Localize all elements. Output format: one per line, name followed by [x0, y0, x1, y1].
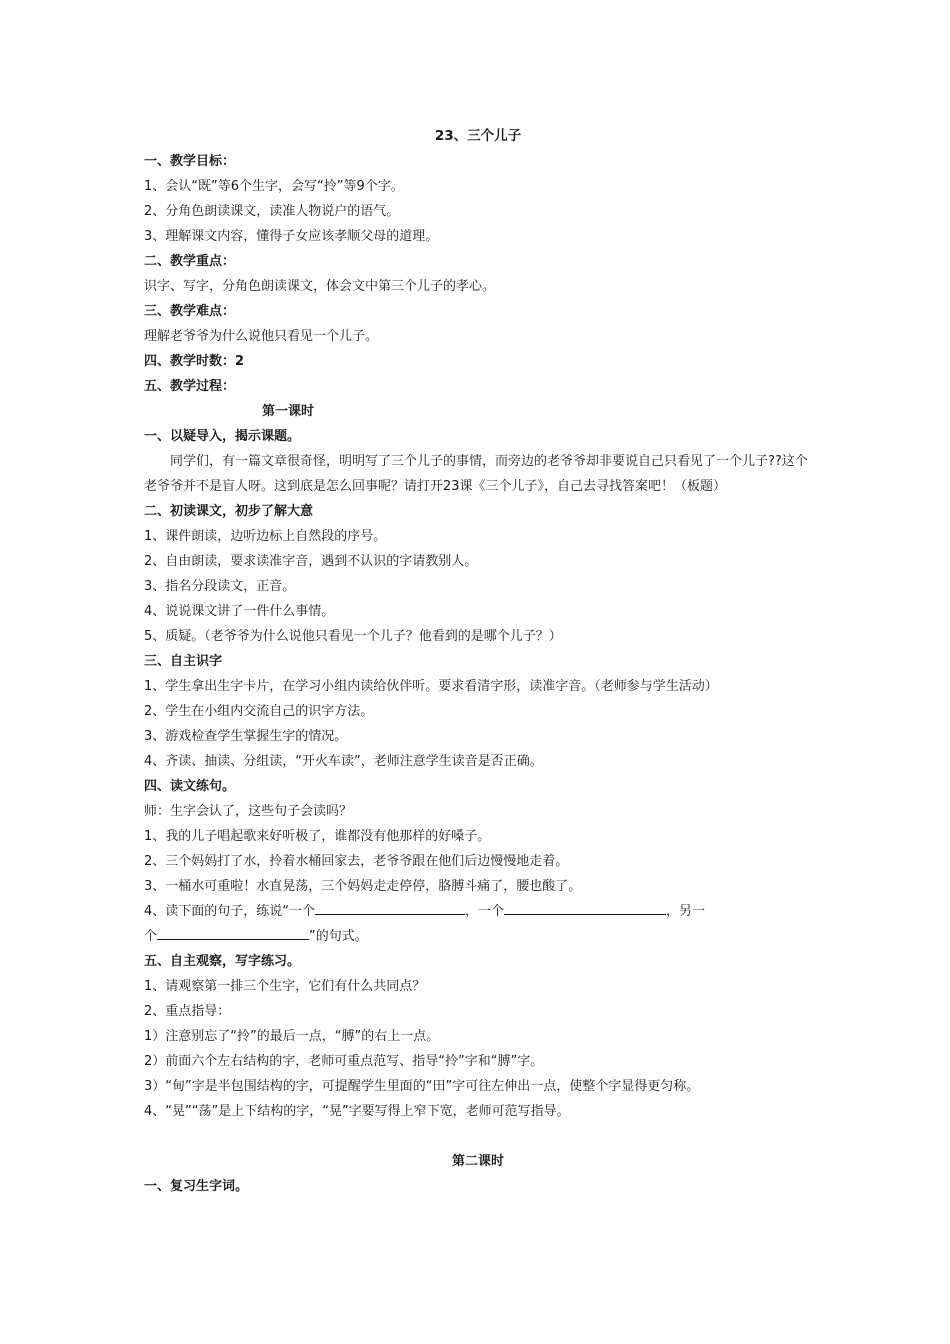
list-item: 4、“晃”“荡”是上下结构的字，“晃”字要写得上窄下宽，老师可范写指导。	[144, 1104, 570, 1119]
list-item: 3、一桶水可重啦！水直晃荡，三个妈妈走走停停，胳膊斗痛了，腰也酸了。	[144, 879, 582, 894]
key-points-text: 识字、写字，分角色朗读课文，体会文中第三个儿子的孝心。	[144, 279, 496, 294]
document-title: 23、三个儿子	[434, 128, 522, 144]
fill-blank	[315, 900, 465, 915]
list-item: 1、我的儿子唱起歌来好听极了，谁都没有他那样的好嗓子。	[144, 829, 491, 844]
section-heading-process: 五、教学过程：	[144, 379, 236, 394]
step-heading-review: 一、复习生字词。	[144, 1179, 249, 1194]
list-item: 2）前面六个左右结构的字，老师可重点范写、指导“拎”字和“膊”字。	[144, 1054, 544, 1069]
list-item: 2、学生在小组内交流自己的识字方法。	[144, 704, 374, 719]
lesson-1-title: 第一课时	[262, 404, 315, 419]
section-heading-goals: 一、教学目标：	[144, 154, 236, 169]
goal-item: 2、分角色朗读课文，读准人物说户的语气。	[144, 204, 400, 219]
list-item: 3、指名分段读文，正音。	[144, 579, 296, 594]
exercise-text: 个	[144, 929, 158, 944]
exercise-text: 4、读下面的句子，练说“一个	[144, 904, 316, 919]
list-item: 2、重点指导：	[144, 1004, 231, 1019]
section-heading-key-points: 二、教学重点：	[144, 254, 236, 269]
list-item: 1、学生拿出生字卡片，在学习小组内读给伙伴听。要求看清字形，读准字音。（老师参与学生活动）	[144, 679, 718, 694]
list-item: 1、课件朗读，边听边标上自然段的序号。	[144, 529, 387, 544]
fill-blank	[504, 900, 666, 915]
intro-paragraph: 同学们，有一篇文章很奇怪，明明写了三个儿子的事情，而旁边的老爷爷却非要说自己只看见了一个儿子??这个老爷爷并不是盲人呀。这到底是怎么回事呢？请打开23课《三个儿子》，自己去寻找答案吧！（板题）	[144, 454, 808, 494]
exercise-text: ”的句式。	[309, 929, 368, 944]
step-heading-sentence-practice: 四、读文练句。	[144, 779, 236, 794]
fill-in-exercise-line-1	[144, 899, 812, 924]
list-item: 4、说说课文讲了一件什么事情。	[144, 604, 335, 619]
goal-item: 1、会认“既”等6个生字，会写“拎”等9个字。	[144, 179, 404, 194]
list-item: 3、游戏检查学生掌握生字的情况。	[144, 729, 348, 744]
list-item: 3）“甸”字是半包围结构的字，可提醒学生里面的“田”字可往左伸出一点，使整个字显得更匀称。	[144, 1079, 700, 1094]
list-item: 1、请观察第一排三个生字，它们有什么共同点？	[144, 979, 426, 994]
exercise-text: ，一个	[465, 904, 505, 919]
teacher-prompt: 师：生字会认了，这些句子会读吗？	[144, 804, 353, 819]
list-item: 1）注意别忘了“拎”的最后一点，“膊”的右上一点。	[144, 1029, 440, 1044]
fill-blank	[157, 925, 309, 940]
list-item: 2、三个妈妈打了水，拎着水桶回家去，老爷爷跟在他们后边慢慢地走着。	[144, 854, 569, 869]
difficulties-text: 理解老爷爷为什么说他只看见一个儿子。	[144, 329, 379, 344]
exercise-text: ，另一	[666, 904, 706, 919]
list-item: 4、齐读、抽读、分组读，“开火车读”，老师注意学生读音是否正确。	[144, 754, 543, 769]
lesson-2-title: 第二课时	[451, 1154, 504, 1169]
goal-item: 3、理解课文内容，懂得子女应该孝顺父母的道理。	[144, 229, 439, 244]
section-heading-hours: 四、教学时数：2	[144, 354, 245, 369]
section-heading-difficulties: 三、教学难点：	[144, 304, 236, 319]
step-heading-self-literacy: 三、自主识字	[144, 654, 223, 669]
list-item: 2、自由朗读，要求读准字音，遇到不认识的字请教别人。	[144, 554, 478, 569]
fill-in-exercise-line-2	[144, 924, 812, 949]
step-heading-first-reading: 二、初读课文，初步了解大意	[144, 504, 314, 519]
step-heading-writing-practice: 五、自主观察，写字练习。	[144, 954, 301, 969]
list-item: 5、质疑。（老爷爷为什么说他只看见一个儿子？他看到的是哪个儿子？）	[144, 629, 562, 644]
step-heading-intro: 一、以疑导入，揭示课题。	[144, 429, 301, 444]
document-page	[144, 124, 812, 1199]
